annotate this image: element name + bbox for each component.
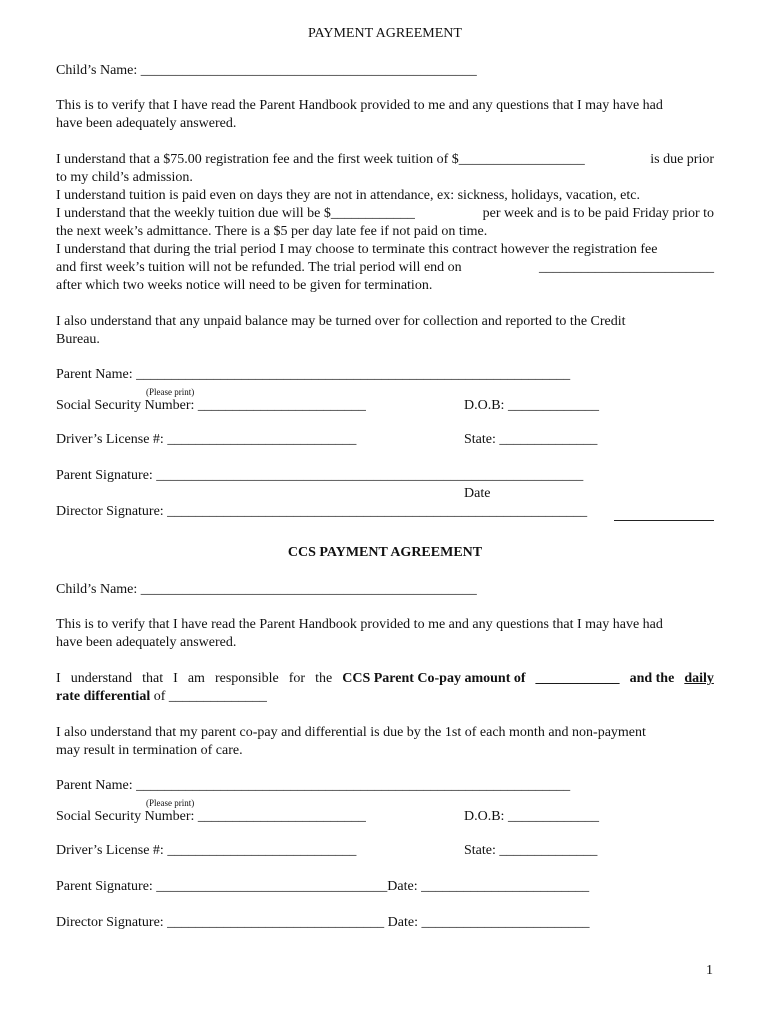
ccs-dob-field: D.O.B: _____________ — [464, 809, 599, 824]
drivers-license-field: Driver’s License #: ___________________________ — [56, 432, 357, 447]
weekly-tuition-line: I understand that the weekly tuition due will be $____________ per week and is to be paid Friday prior to — [56, 206, 714, 221]
ccs-please-print-note: (Please print) — [146, 798, 195, 808]
date-label: Date — [464, 486, 491, 501]
ccs-rate-differential-line: rate differential of ______________ — [56, 689, 267, 704]
late-fee-line: the next week’s admittance. There is a $5 per day late fee if not paid on time. — [56, 224, 488, 239]
unpaid-balance-line-1: I also understand that any unpaid balance may be turned over for collection and reported to the Credit — [56, 314, 626, 329]
dob-field: D.O.B: _____________ — [464, 398, 599, 413]
admission-line: to my child’s admission. — [56, 170, 193, 185]
director-signature-field: Director Signature: ____________________________________________________________ — [56, 504, 588, 519]
ccs-responsibility-line: I understand that I am responsible for the CCS Parent Co-pay amount of ____________ and the daily — [56, 671, 714, 686]
ccs-verify-line-2: have been adequately answered. — [56, 635, 237, 650]
ccs-copay-line-2: may result in termination of care. — [56, 743, 243, 758]
ccs-childs-name-field: Child’s Name: ________________________________________________ — [56, 582, 477, 597]
parent-signature-field: Parent Signature: _____________________________________________________________ — [56, 468, 584, 483]
verify-paragraph-line-2: have been adequately answered. — [56, 116, 237, 131]
page-number: 1 — [706, 963, 713, 978]
childs-name-field: Child’s Name: ________________________________________________ — [56, 63, 477, 78]
separator-rule — [614, 520, 714, 521]
unpaid-balance-line-2: Bureau. — [56, 332, 100, 347]
ccs-parent-signature-field: Parent Signature: _________________________________Date: ________________________ — [56, 879, 590, 894]
trial-period-line-1: I understand that during the trial period I may choose to terminate this contract however the registration fee — [56, 242, 658, 257]
ccs-title: CCS PAYMENT AGREEMENT — [287, 545, 483, 560]
termination-notice-line: after which two weeks notice will need to be given for termination. — [56, 278, 433, 293]
ccs-state-field: State: ______________ — [464, 843, 598, 858]
ssn-field: Social Security Number: ________________________ — [56, 398, 366, 413]
trial-period-line-2: and first week’s tuition will not be refunded. The trial period will end on _________________________ — [56, 260, 714, 275]
verify-paragraph-line-1: This is to verify that I have read the Parent Handbook provided to me and any questions that I may have had — [56, 98, 663, 113]
ccs-ssn-field: Social Security Number: ________________________ — [56, 809, 366, 824]
tuition-days-line: I understand tuition is paid even on days they are not in attendance, ex: sickness, holidays, vacation, etc. — [56, 188, 640, 203]
parent-name-field: Parent Name: ______________________________________________________________ — [56, 367, 571, 382]
ccs-director-signature-field: Director Signature: _______________________________ Date: ________________________ — [56, 915, 590, 930]
please-print-note: (Please print) — [146, 387, 195, 397]
page-title: PAYMENT AGREEMENT — [308, 26, 462, 41]
ccs-parent-name-field: Parent Name: ______________________________________________________________ — [56, 778, 571, 793]
registration-fee-line: I understand that a $75.00 registration fee and the first week tuition of $__________________ is due prior — [56, 152, 714, 167]
state-field: State: ______________ — [464, 432, 598, 447]
ccs-drivers-license-field: Driver’s License #: ___________________________ — [56, 843, 357, 858]
ccs-verify-line-1: This is to verify that I have read the Parent Handbook provided to me and any questions that I may have had — [56, 617, 663, 632]
ccs-copay-line-1: I also understand that my parent co-pay and differential is due by the 1st of each month and non-payment — [56, 725, 646, 740]
